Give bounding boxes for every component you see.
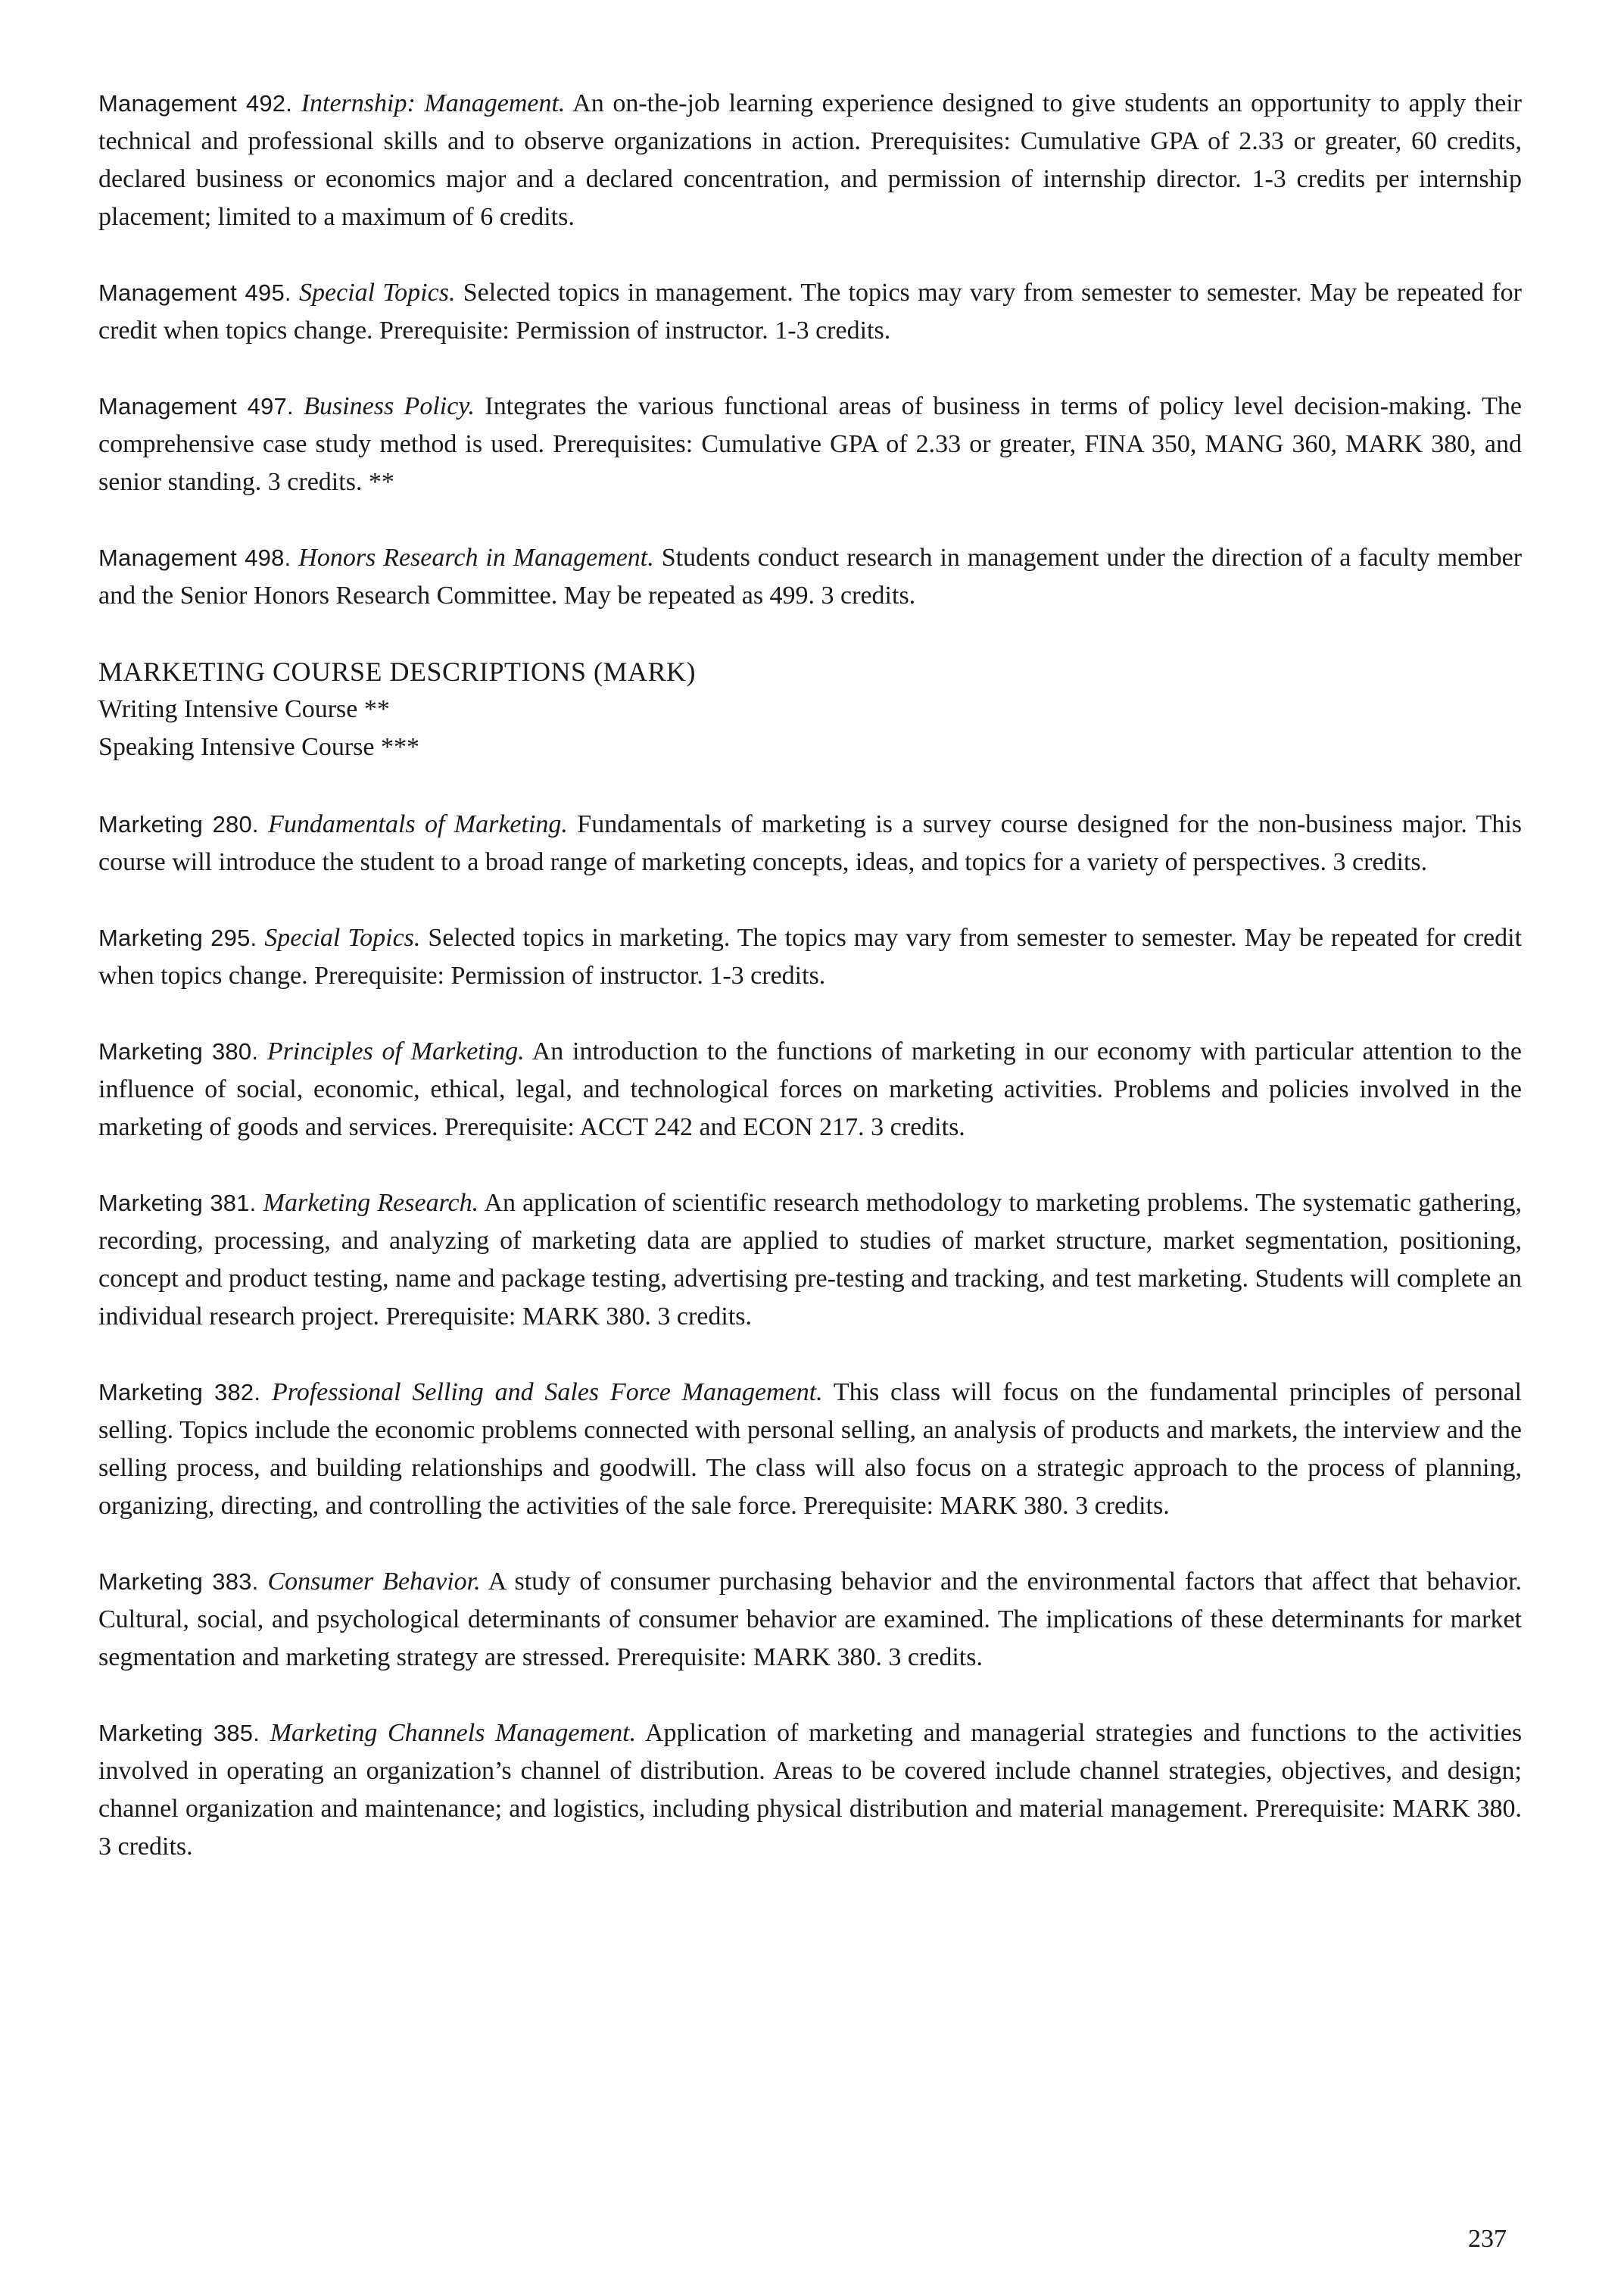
course-number: Marketing 381. — [98, 1190, 257, 1216]
marketing-section-header — [98, 653, 1522, 766]
course-entry-marketing-381 — [98, 1184, 1522, 1336]
course-number: Marketing 383. — [98, 1568, 259, 1595]
course-description: An on-the-job learning experience designed to give students an opportunity to apply their technical and professional skills and to observe organizations in action. Prerequisites: Cumulative GPA of 2.33 or greater, 60 credits, declared business or economics major and a declared concentration, and permission of internship director. 1-3 credits per internship placement; limited to a maximum of 6 credits. — [98, 89, 1522, 231]
course-number: Management 498. — [98, 544, 291, 571]
course-title: Special Topics. — [299, 279, 456, 307]
course-number: Marketing 380. — [98, 1038, 259, 1065]
course-title: Marketing Research. — [263, 1189, 479, 1217]
course-entry-management-492 — [98, 85, 1522, 236]
course-title: Principles of Marketing. — [267, 1037, 525, 1065]
course-title: Professional Selling and Sales Force Management. — [271, 1378, 823, 1406]
course-description: Fundamentals of marketing is a survey course designed for the non-business major. This course will introduce the student to a broad range of marketing concepts, ideas, and topics for a variety of perspectives. 3 credits. — [98, 810, 1523, 876]
catalog-page — [98, 85, 1522, 1904]
course-title: Business Policy. — [304, 392, 475, 420]
course-description: Integrates the various functional areas of business in terms of policy level decision-making. The comprehensive case study method is used. Prerequisites: Cumulative GPA of 2.33 or greater, FINA 350, MANG 360, MARK 380, and senior standing. 3 credits. ** — [98, 392, 1523, 496]
course-title: Fundamentals of Marketing. — [268, 810, 568, 838]
course-entry-management-497 — [98, 388, 1522, 501]
course-entry-management-498 — [98, 539, 1522, 615]
course-description: Students conduct research in management under the direction of a faculty member and the Senior Honors Research Committee. May be repeated as 499. 3 credits. — [98, 544, 1523, 610]
course-description: A study of consumer purchasing behavior and the environmental factors that affect that behavior. Cultural, social, and psychological determinants of consumer behavior are examined. The implications of these determinants for market segmentation and marketing strategy are stressed. Prerequisite: MARK 380. 3 credits. — [98, 1568, 1523, 1671]
course-description: Selected topics in marketing. The topics may vary from semester to semester. May be repeated for credit when topics change. Prerequisite: Permission of instructor. 1-3 credits. — [98, 924, 1523, 990]
course-entry-marketing-383 — [98, 1563, 1522, 1677]
course-entry-marketing-382 — [98, 1374, 1522, 1525]
course-title: Special Topics. — [264, 924, 421, 952]
course-description: Application of marketing and managerial strategies and functions to the activities involved in operating an organization’s channel of distribution. Areas to be covered include channel strategies, objectives, and design; channel organization and maintenance; and logistics, including physical distribution and material management. Prerequisite: MARK 380. 3 credits. — [98, 1719, 1523, 1861]
course-title: Consumer Behavior. — [267, 1568, 481, 1596]
course-title: Internship: Management. — [301, 89, 566, 117]
course-description: Selected topics in management. The topics may vary from semester to semester. May be repeated for credit when topics change. Prerequisite: Permission of instructor. 1-3 credits. — [98, 279, 1522, 345]
course-entry-marketing-295 — [98, 919, 1522, 995]
course-description: An introduction to the functions of marketing in our economy with particular attention to the influence of social, economic, ethical, legal, and technological forces on marketing activities. Problems and policies involved in the marketing of goods and services. Prerequisite: ACCT 242 and ECON 217. 3 credits. — [98, 1037, 1523, 1141]
course-number: Marketing 385. — [98, 1720, 260, 1746]
course-entry-marketing-280 — [98, 806, 1522, 881]
course-number: Marketing 280. — [98, 811, 259, 838]
page-number: 237 — [1468, 2225, 1507, 2253]
course-number: Marketing 382. — [98, 1379, 261, 1405]
course-number: Management 497. — [98, 393, 294, 420]
course-description: An application of scientific research methodology to marketing problems. The systematic gathering, recording, processing, and analyzing of marketing data are applied to studies of market structure, market segmentation, positioning, concept and product testing, name and package testing, advertising pre-testing and tracking, and test marketing. Students will complete an individual research project. Prerequisite: MARK 380. 3 credits. — [98, 1189, 1523, 1331]
course-number: Management 495. — [98, 279, 291, 306]
course-number: Management 492. — [98, 90, 293, 117]
writing-intensive-note: Writing Intensive Course ** — [98, 695, 390, 723]
course-number: Marketing 295. — [98, 925, 257, 951]
speaking-intensive-note: Speaking Intensive Course *** — [98, 733, 419, 761]
course-description: This class will focus on the fundamental principles of personal selling. Topics include the economic problems connected with personal selling, an analysis of products and markets, the interview and the selling process, and building relationships and goodwill. The class will also focus on a strategic approach to the process of planning, organizing, directing, and controlling the activities of the sale force. Prerequisite: MARK 380. 3 credits. — [98, 1378, 1523, 1520]
course-title: Marketing Channels Management. — [270, 1719, 637, 1747]
course-entry-management-495 — [98, 274, 1522, 350]
course-title: Honors Research in Management. — [298, 544, 654, 572]
course-entry-marketing-385 — [98, 1714, 1522, 1866]
section-heading: MARKETING COURSE DESCRIPTIONS (MARK) — [98, 657, 697, 687]
course-entry-marketing-380 — [98, 1033, 1522, 1146]
